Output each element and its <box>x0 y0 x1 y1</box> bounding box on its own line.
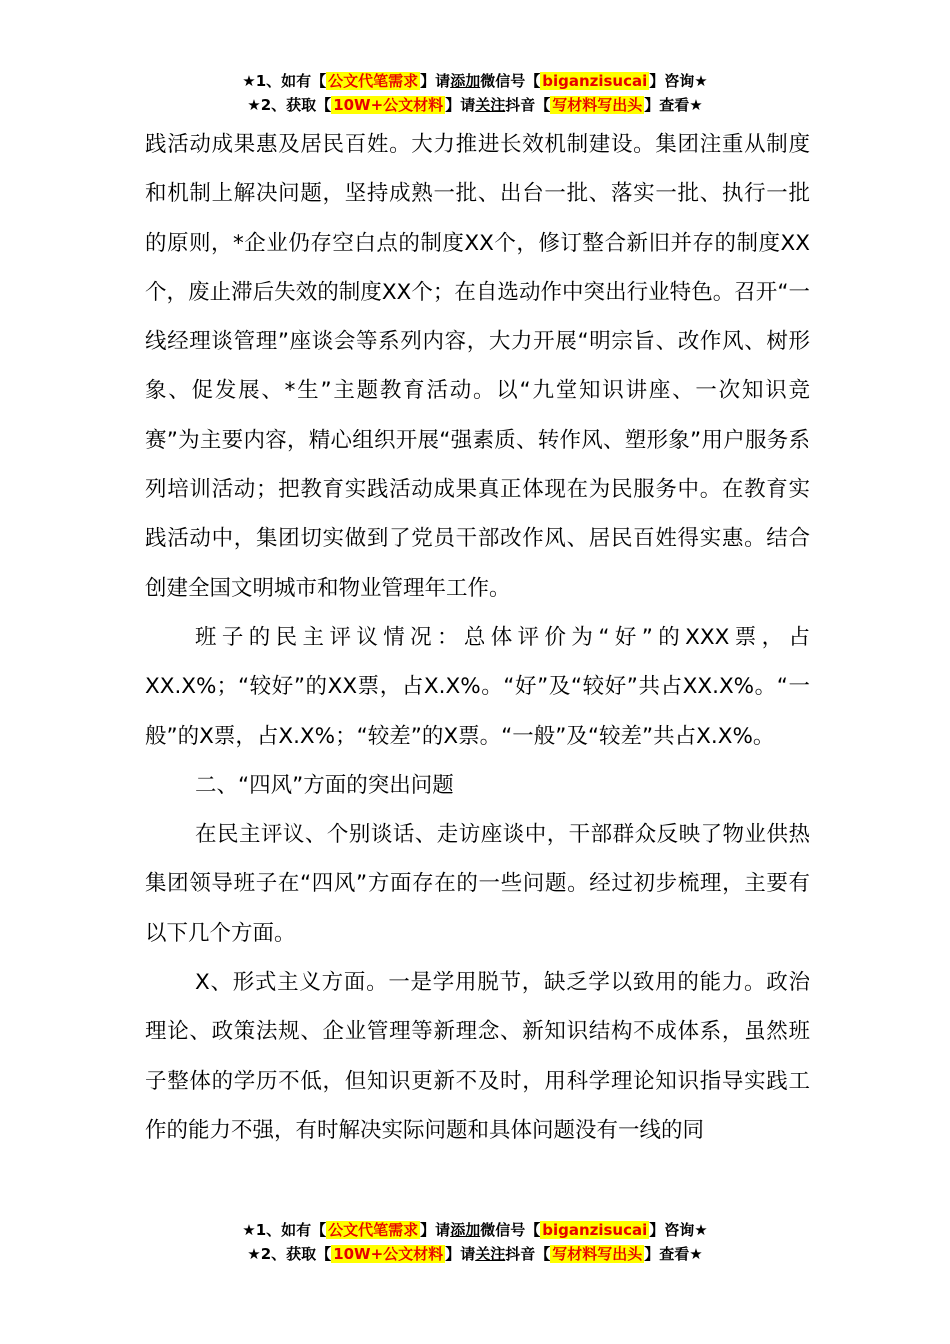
banner-underline: 关注 <box>475 1245 506 1263</box>
banner-text: 抖音【 <box>505 96 551 114</box>
banner-highlight: 10W+公文材料 <box>333 1245 444 1263</box>
banner-highlight: 写材料写出头 <box>552 1245 643 1263</box>
banner-underline: 关注 <box>475 96 506 114</box>
header-banner <box>0 70 950 118</box>
header-banner-line-2 <box>0 94 950 118</box>
banner-highlight: 10W+公文材料 <box>333 96 444 114</box>
banner-text: 】请 <box>420 1221 451 1239</box>
banner-highlight: 公文代笔需求 <box>328 1221 419 1239</box>
banner-text: ★1、如有【 <box>242 72 327 90</box>
banner-underline: 添加 <box>450 1221 481 1239</box>
banner-text: 】请 <box>445 96 476 114</box>
banner-text: 抖音【 <box>505 1245 551 1263</box>
banner-text: ★2、获取【 <box>247 96 332 114</box>
header-banner-line-1 <box>0 70 950 94</box>
footer-banner-line-2 <box>0 1243 950 1267</box>
banner-text: ★2、获取【 <box>247 1245 332 1263</box>
banner-underline: 添加 <box>450 72 481 90</box>
banner-highlight: 公文代笔需求 <box>328 72 419 90</box>
banner-text: 】查看★ <box>644 1245 703 1263</box>
banner-highlight: 写材料写出头 <box>552 96 643 114</box>
paragraph-formalism: X、形式主义方面。一是学用脱节，缺乏学以致用的能力。政治理论、政策法规、企业管理等新理念、新知识结构不成体系，虽然班子整体的学历不低，但知识更新不及时，用科学理论知识指导实践工作的能力不强，有时解决实际问题和具体问题没有一线的同 <box>145 970 810 1143</box>
banner-text: ★1、如有【 <box>242 1221 327 1239</box>
banner-text: 】请 <box>420 72 451 90</box>
footer-banner-line-1 <box>0 1219 950 1243</box>
paragraph-continuation: 践活动成果惠及居民百姓。大力推进长效机制建设。集团注重从制度和机制上解决问题，坚持成熟一批、出台一批、落实一批、执行一批的原则，*企业仍存空白点的制度XX个，修订整合新旧并存的制度XX个，废止滞后失效的制度XX个；在自选动作中突出行业特色。召开“一线经理谈管理”座谈会等系列内容，大力开展“明宗旨、改作风、树形象、促发展、*生”主题教育活动。以“九堂知识讲座、一次知识竞赛”为主要内容，精心组织开展“强素质、转作风、塑形象”用户服务系列培训活动；把教育实践活动成果真正体现在为民服务中。在教育实践活动中，集团切实做到了党员干部改作风、居民百姓得实惠。结合创建全国文明城市和物业管理年工作。 <box>145 132 810 601</box>
footer-banner <box>0 1219 950 1267</box>
document-body <box>145 120 810 1155</box>
banner-text: 】咨询★ <box>649 1221 708 1239</box>
banner-text: 】请 <box>445 1245 476 1263</box>
banner-highlight: biganzisucai <box>542 72 648 90</box>
paragraph-intro: 在民主评议、个别谈话、走访座谈中，干部群众反映了物业供热集团领导班子在“四风”方面存在的一些问题。经过初步梳理，主要有以下几个方面。 <box>145 822 810 946</box>
banner-text: 微信号【 <box>480 1221 541 1239</box>
paragraph-evaluation: 班子的民主评议情况：总体评价为“好”的XXX票，占XX.X%；“较好”的XX票，占X.X%。“好”及“较好”共占XX.X%。“一般”的X票，占X.X%；“较差”的X票。“一般”及“较差”共占X.X%。 <box>145 624 810 749</box>
banner-text: 微信号【 <box>480 72 541 90</box>
banner-text: 】查看★ <box>644 96 703 114</box>
section-heading: 二、“四风”方面的突出问题 <box>195 772 454 798</box>
banner-highlight: biganzisucai <box>542 1221 648 1239</box>
banner-text: 】咨询★ <box>649 72 708 90</box>
